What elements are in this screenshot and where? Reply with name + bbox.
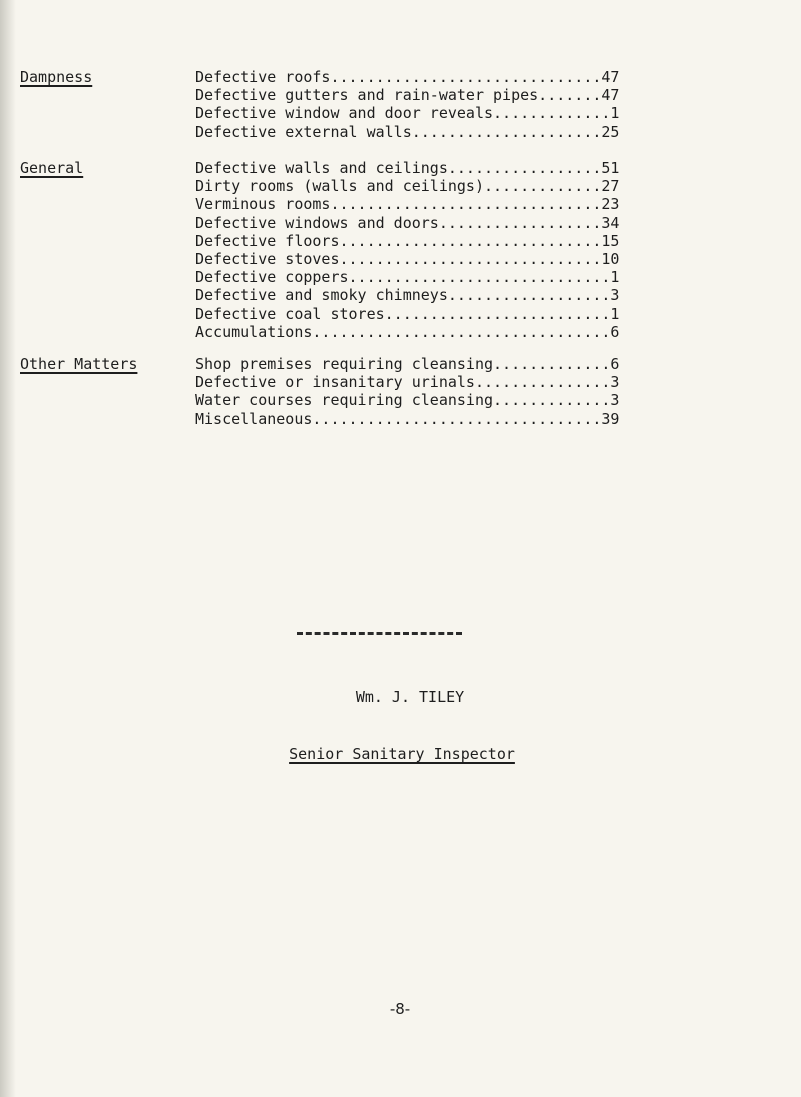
list-item: Shop premises requiring cleansing.............6: [195, 355, 620, 373]
list-item: Miscellaneous................................39: [195, 409, 620, 428]
list-item: Defective coal stores.........................1: [195, 304, 620, 323]
list-item: Dirty rooms (walls and ceilings).............27: [195, 177, 620, 196]
signatory-name: Wm. J. TILEY: [355, 688, 465, 706]
list-item: Defective floors.............................15: [195, 231, 620, 250]
item-list: [195, 68, 725, 141]
signatory-title: Senior Sanitary Inspector: [289, 745, 515, 763]
item-list: [195, 355, 725, 428]
list-item: Defective or insanitary urinals...............3: [195, 373, 620, 392]
page-edge-shadow: [0, 0, 16, 1097]
list-item: Defective windows and doors..................34: [195, 213, 620, 232]
list-item: Defective external walls.....................25: [195, 122, 620, 141]
item-list: [195, 159, 725, 341]
list-item: Defective stoves.............................10: [195, 249, 620, 268]
separator-rule: [297, 632, 462, 635]
section-heading: General: [20, 159, 84, 177]
section-heading: Other Matters: [20, 355, 138, 373]
list-item: Defective roofs..............................47: [195, 68, 620, 86]
section-heading: Dampness: [20, 68, 93, 86]
list-item: Defective gutters and rain-water pipes.......47: [195, 86, 620, 105]
list-item: Defective walls and ceilings.................51: [195, 159, 620, 177]
list-item: Defective window and door reveals.............1: [195, 104, 620, 123]
page-number: -8-: [389, 1000, 411, 1018]
list-item: Defective and smoky chimneys..................3: [195, 286, 620, 305]
list-item: Defective coppers.............................1: [195, 268, 620, 287]
list-item: Accumulations.................................6: [195, 322, 620, 341]
list-item: Verminous rooms..............................23: [195, 195, 620, 214]
list-item: Water courses requiring cleansing.............3: [195, 391, 620, 410]
